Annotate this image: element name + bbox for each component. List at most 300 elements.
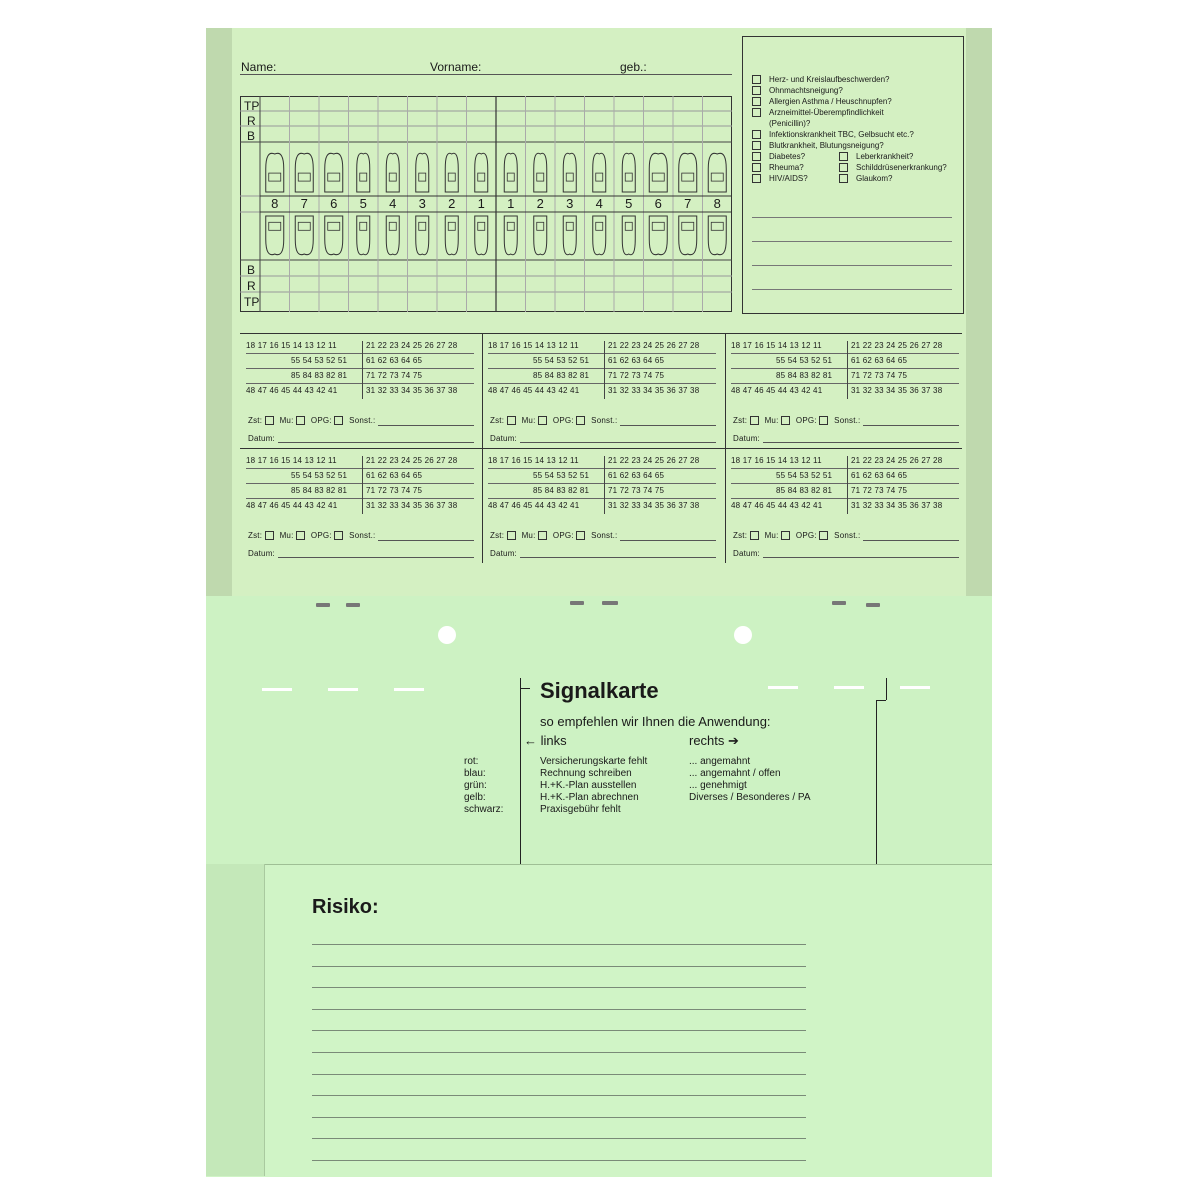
xray-label: Mu: — [279, 416, 296, 425]
tab-slot — [768, 686, 798, 689]
lower-tooth[interactable] — [386, 216, 399, 255]
tooth-code-row: 31 32 33 34 35 36 37 38 — [366, 501, 458, 510]
anamnese-pair[interactable]: Diabetes? Leberkrankheit? — [752, 151, 947, 162]
upper-row-labels — [244, 99, 259, 144]
notes-line[interactable] — [752, 241, 952, 242]
tooth-outline — [445, 153, 458, 192]
anamnese-item-sub: (Penicillin)? — [769, 119, 811, 128]
xray-label: OPG: — [310, 416, 335, 425]
tooth-code-row: 61 62 63 64 65 — [608, 471, 665, 480]
notes-line[interactable] — [752, 289, 952, 290]
tooth-code-row: 48 47 46 45 44 43 42 41 — [246, 501, 338, 510]
xray-label: Zst: — [733, 416, 750, 425]
row-label: TP — [244, 295, 260, 309]
checkbox[interactable] — [334, 531, 343, 540]
risiko-line[interactable] — [312, 1074, 806, 1075]
tooth-outline — [357, 216, 370, 255]
upper-tooth[interactable] — [266, 153, 284, 192]
anamnese-pair[interactable]: HIV/AIDS? Glaukom? — [752, 173, 947, 184]
tooth-crown — [652, 222, 664, 230]
tooth-code-row: 71 72 73 74 75 — [608, 486, 665, 495]
tooth-code-row: 48 47 46 45 44 43 42 41 — [488, 386, 580, 395]
row-label: R — [247, 279, 256, 293]
signal-item: Praxisgebühr fehlt — [540, 804, 621, 815]
tooth-code-row: 48 47 46 45 44 43 42 41 — [731, 501, 823, 510]
tooth-code-row: 48 47 46 45 44 43 42 41 — [731, 386, 823, 395]
upper-tooth[interactable] — [534, 153, 547, 192]
tooth-code-row: 61 62 63 64 65 — [608, 356, 665, 365]
checkbox[interactable] — [752, 141, 761, 150]
sonst-field[interactable] — [863, 540, 959, 541]
datum-field[interactable] — [278, 557, 474, 558]
tooth-crown — [448, 173, 455, 181]
tooth-code-row: 71 72 73 74 75 — [851, 371, 908, 380]
vorname-label: Vorname: — [430, 60, 482, 74]
color-label: gelb: — [464, 792, 486, 803]
signal-right-items — [689, 756, 811, 804]
risiko-line[interactable] — [312, 944, 806, 945]
code-row-line — [246, 368, 474, 369]
anamnese-item[interactable]: Arzneimittel-Überempfindlichkeit — [752, 107, 947, 118]
tooth-crown — [507, 222, 514, 230]
xray-label: Mu: — [521, 531, 538, 540]
checkbox[interactable] — [752, 174, 761, 183]
lower-row-labels — [244, 262, 259, 310]
fold-notch — [520, 688, 530, 689]
tooth-outline — [649, 216, 667, 255]
checkbox[interactable] — [752, 163, 761, 172]
tooth-crown — [596, 222, 603, 230]
checkbox[interactable] — [265, 531, 274, 540]
tooth-crown — [682, 222, 694, 230]
risiko-line[interactable] — [312, 1030, 806, 1031]
xray-label: OPG: — [310, 531, 335, 540]
checkbox[interactable] — [576, 416, 585, 425]
signalkarte-subtitle: so empfehlen wir Ihnen die Anwendung: — [540, 714, 771, 729]
signal-item: ... angemahnt / offen — [689, 768, 781, 779]
upper-tooth[interactable] — [649, 153, 667, 192]
checkbox[interactable] — [781, 531, 790, 540]
tooth-code-row: 21 22 23 24 25 26 27 28 — [608, 456, 700, 465]
lower-tooth[interactable] — [708, 216, 726, 255]
code-row-line — [731, 483, 959, 484]
signalkarte-title: Signalkarte — [540, 678, 659, 703]
tooth-code-row: 18 17 16 15 14 13 12 11 — [246, 341, 337, 350]
xray-label: Sonst.: — [591, 531, 618, 540]
risiko-line[interactable] — [312, 1095, 806, 1096]
code-row-line — [488, 383, 716, 384]
signal-colors — [464, 756, 503, 816]
lower-tooth[interactable] — [266, 216, 284, 255]
xray-label: Zst: — [248, 416, 265, 425]
checkbox[interactable] — [752, 152, 761, 161]
tooth-outline — [563, 216, 576, 255]
anamnese-pair[interactable]: Rheuma? Schilddrüsenerkrankung? — [752, 162, 947, 173]
tooth-outline — [504, 216, 517, 255]
xray-label: Sonst.: — [834, 416, 861, 425]
risiko-line[interactable] — [312, 1052, 806, 1053]
tooth-crown — [419, 222, 426, 230]
tooth-crown — [566, 173, 573, 181]
xray-label: Sonst.: — [834, 531, 861, 540]
checkbox[interactable] — [296, 531, 305, 540]
lower-tooth[interactable] — [475, 216, 488, 255]
lower-tooth[interactable] — [325, 216, 343, 255]
risiko-line[interactable] — [312, 987, 806, 988]
tooth-crown — [389, 222, 396, 230]
tooth-code-row: 61 62 63 64 65 — [366, 471, 423, 480]
tooth-code-row: 85 84 83 82 81 — [533, 486, 590, 495]
code-row-line — [731, 383, 959, 384]
checkbox[interactable] — [507, 416, 516, 425]
tooth-outline — [266, 216, 284, 255]
code-row-line — [488, 468, 716, 469]
signal-left-items — [540, 756, 647, 816]
tooth-code-row: 31 32 33 34 35 36 37 38 — [851, 386, 943, 395]
tooth-code-row: 21 22 23 24 25 26 27 28 — [366, 341, 458, 350]
tooth-code-row: 31 32 33 34 35 36 37 38 — [608, 501, 700, 510]
lower-tooth[interactable] — [534, 216, 547, 255]
tooth-code-row: 55 54 53 52 51 — [776, 471, 833, 480]
checkbox[interactable] — [334, 416, 343, 425]
tooth-number: 1 — [507, 196, 515, 211]
datum-field[interactable] — [520, 442, 716, 443]
tooth-code-row: 71 72 73 74 75 — [851, 486, 908, 495]
tooth-outline — [622, 216, 635, 255]
tooth-code-row: 71 72 73 74 75 — [366, 371, 423, 380]
xray-label: Mu: — [764, 531, 781, 540]
upper-tooth[interactable] — [475, 153, 488, 192]
tooth-outline — [325, 153, 343, 192]
checkbox[interactable] — [576, 531, 585, 540]
signal-item: ... angemahnt — [689, 756, 751, 767]
xray-label: Sonst.: — [591, 416, 618, 425]
datum-label: Datum: — [248, 434, 275, 443]
upper-tooth[interactable] — [325, 153, 343, 192]
tooth-outline — [649, 153, 667, 192]
name-underline[interactable] — [240, 74, 732, 75]
tooth-crown — [298, 173, 310, 181]
checkbox[interactable] — [265, 416, 274, 425]
tooth-code-row: 31 32 33 34 35 36 37 38 — [608, 386, 700, 395]
staple — [866, 603, 880, 607]
upper-tooth[interactable] — [679, 153, 697, 192]
upper-tooth[interactable] — [708, 153, 726, 192]
signal-item: Diverses / Besonderes / PA — [689, 792, 811, 803]
checkbox[interactable] — [752, 75, 761, 84]
tooth-crown — [478, 222, 485, 230]
tooth-crown — [625, 222, 632, 230]
tooth-outline — [416, 216, 429, 255]
lower-tooth[interactable] — [563, 216, 576, 255]
row-label: R — [247, 114, 256, 128]
tab-slot — [834, 686, 864, 689]
signal-item: Versicherungskarte fehlt — [540, 756, 648, 767]
punch-hole — [438, 626, 456, 644]
upper-tooth[interactable] — [445, 153, 458, 192]
name-label: Name: — [241, 60, 277, 74]
checkbox[interactable] — [752, 97, 761, 106]
code-row-line — [488, 353, 716, 354]
code-row-line — [731, 353, 959, 354]
tooth-number: 8 — [271, 196, 279, 211]
rechts-heading: rechts ➔ — [689, 733, 739, 748]
tooth-code-row: 71 72 73 74 75 — [608, 371, 665, 380]
tooth-crown — [360, 173, 367, 181]
sonst-field[interactable] — [620, 425, 716, 426]
color-label: schwarz: — [464, 804, 504, 815]
color-label: blau: — [464, 768, 486, 779]
tab-slot — [900, 686, 930, 689]
fold-notch — [876, 700, 886, 701]
color-label: grün: — [464, 780, 487, 791]
tab-slot — [394, 688, 424, 691]
risiko-line[interactable] — [312, 1009, 806, 1010]
tooth-code-row: 18 17 16 15 14 13 12 11 — [488, 341, 579, 350]
xray-label: OPG: — [552, 416, 577, 425]
risiko-title: Risiko: — [312, 896, 379, 918]
tooth-number: 1 — [477, 196, 485, 211]
checkbox[interactable] — [752, 130, 761, 139]
signal-item: H.+K.-Plan ausstellen — [540, 780, 637, 791]
tooth-number: 5 — [625, 196, 633, 211]
checkbox[interactable] — [507, 531, 516, 540]
tooth-crown — [269, 173, 281, 181]
tooth-outline — [679, 153, 697, 192]
upper-tooth[interactable] — [563, 153, 576, 192]
tooth-crown — [537, 173, 544, 181]
risiko-line[interactable] — [312, 966, 806, 967]
sonst-field[interactable] — [863, 425, 959, 426]
code-row-line — [246, 498, 474, 499]
links-heading: ← links — [524, 733, 567, 748]
xray-row — [733, 416, 860, 425]
staple — [346, 603, 360, 607]
tooth-outline — [475, 216, 488, 255]
tooth-number: 7 — [300, 196, 308, 211]
xray-label: OPG: — [552, 531, 577, 540]
pocket-side-flap — [206, 864, 265, 1176]
lower-tooth[interactable] — [622, 216, 635, 255]
tooth-outline — [534, 153, 547, 192]
row-label: B — [247, 263, 256, 277]
tooth-outline — [295, 153, 313, 192]
datum-label: Datum: — [733, 434, 760, 443]
xray-label: Zst: — [733, 531, 750, 540]
tooth-crown — [448, 222, 455, 230]
tooth-code-row: 85 84 83 82 81 — [533, 371, 590, 380]
tooth-code-row: 61 62 63 64 65 — [366, 356, 423, 365]
upper-tooth[interactable] — [386, 153, 399, 192]
lower-tooth[interactable] — [357, 216, 370, 255]
notes-line[interactable] — [752, 265, 952, 266]
tooth-number: 3 — [566, 196, 574, 211]
upper-tooth[interactable] — [504, 153, 517, 192]
tooth-outline — [504, 153, 517, 192]
upper-tooth[interactable] — [416, 153, 429, 192]
tooth-code-row: 61 62 63 64 65 — [851, 471, 908, 480]
code-row-line — [731, 468, 959, 469]
tooth-outline — [534, 216, 547, 255]
tooth-code-row: 61 62 63 64 65 — [851, 356, 908, 365]
lower-tooth[interactable] — [679, 216, 697, 255]
tooth-code-row: 71 72 73 74 75 — [366, 486, 423, 495]
tooth-outline — [622, 153, 635, 192]
tooth-number: 4 — [595, 196, 603, 211]
grid-divider — [482, 333, 483, 563]
notes-line[interactable] — [752, 217, 952, 218]
tooth-outline — [475, 153, 488, 192]
lower-tooth[interactable] — [649, 216, 667, 255]
datum-field[interactable] — [763, 557, 959, 558]
checkbox[interactable] — [819, 531, 828, 540]
tooth-crown — [711, 173, 723, 181]
sonst-field[interactable] — [378, 425, 474, 426]
tooth-code-row: 21 22 23 24 25 26 27 28 — [851, 456, 943, 465]
anamnese-list — [752, 74, 947, 184]
sonst-field[interactable] — [620, 540, 716, 541]
tooth-code-row: 55 54 53 52 51 — [533, 356, 590, 365]
tooth-number: 5 — [359, 196, 367, 211]
tooth-crown — [478, 173, 485, 181]
tooth-code-row: 21 22 23 24 25 26 27 28 — [608, 341, 700, 350]
risiko-line[interactable] — [312, 1138, 806, 1139]
tooth-crown — [537, 222, 544, 230]
midline — [362, 456, 363, 514]
code-row-line — [246, 353, 474, 354]
tooth-outline — [357, 153, 370, 192]
signal-item: ... genehmigt — [689, 780, 747, 791]
staple — [570, 601, 584, 605]
checkbox[interactable] — [781, 416, 790, 425]
xray-row — [248, 531, 375, 540]
anamnese-item[interactable]: Blutkrankheit, Blutungsneigung? — [752, 140, 947, 151]
checkbox[interactable] — [296, 416, 305, 425]
tooth-crown — [596, 173, 603, 181]
xray-label: Zst: — [248, 531, 265, 540]
risiko-line[interactable] — [312, 1160, 806, 1161]
tooth-crown — [711, 222, 723, 230]
datum-field[interactable] — [278, 442, 474, 443]
tooth-number: 8 — [713, 196, 721, 211]
checkbox[interactable] — [538, 531, 547, 540]
xray-label: Sonst.: — [349, 416, 376, 425]
lower-tooth[interactable] — [593, 216, 606, 255]
checkbox[interactable] — [750, 416, 759, 425]
tooth-outline — [679, 216, 697, 255]
tooth-outline — [325, 216, 343, 255]
upper-tooth[interactable] — [593, 153, 606, 192]
lower-tooth[interactable] — [504, 216, 517, 255]
tooth-code-row: 48 47 46 45 44 43 42 41 — [488, 501, 580, 510]
staple — [316, 603, 330, 607]
tab-slot — [262, 688, 292, 691]
signal-item: Rechnung schreiben — [540, 768, 632, 779]
tooth-outline — [295, 216, 313, 255]
color-label: rot: — [464, 756, 479, 767]
xray-label: Sonst.: — [349, 531, 376, 540]
tooth-code-row: 21 22 23 24 25 26 27 28 — [851, 341, 943, 350]
tooth-outline — [563, 153, 576, 192]
upper-tooth[interactable] — [295, 153, 313, 192]
checkbox[interactable] — [752, 86, 761, 95]
xray-label: Zst: — [490, 416, 507, 425]
fold-line-left — [520, 678, 521, 870]
code-row-line — [246, 383, 474, 384]
checkbox[interactable] — [750, 531, 759, 540]
anamnese-item[interactable]: Herz- und Kreislaufbeschwerden? — [752, 74, 947, 85]
lower-tooth[interactable] — [445, 216, 458, 255]
checkbox[interactable] — [819, 416, 828, 425]
arrow-right-icon: ➔ — [728, 733, 739, 748]
tooth-outline — [593, 153, 606, 192]
code-row-line — [488, 368, 716, 369]
tooth-number: 3 — [418, 196, 426, 211]
tooth-crown — [625, 173, 632, 181]
tooth-code-row: 85 84 83 82 81 — [776, 371, 833, 380]
tooth-code-row: 85 84 83 82 81 — [776, 486, 833, 495]
lower-tooth[interactable] — [416, 216, 429, 255]
grid-middle-line — [240, 448, 962, 449]
checkbox[interactable] — [752, 108, 761, 117]
tooth-code-row: 21 22 23 24 25 26 27 28 — [366, 456, 458, 465]
anamnese-item[interactable]: Allergien Asthma / Heuschnupfen? — [752, 96, 947, 107]
anamnese-item[interactable]: Infektionskrankheit TBC, Gelbsucht etc.? — [752, 129, 947, 140]
checkbox[interactable] — [839, 174, 848, 183]
grid-top-line — [240, 333, 962, 334]
tooth-crown — [328, 173, 340, 181]
tooth-crown — [269, 222, 281, 230]
datum-label: Datum: — [490, 549, 517, 558]
tooth-crown — [328, 222, 340, 230]
xray-label: OPG: — [795, 416, 820, 425]
staple — [602, 601, 618, 605]
xray-row — [248, 416, 375, 425]
tooth-code-row: 85 84 83 82 81 — [291, 486, 348, 495]
tooth-code-row: 48 47 46 45 44 43 42 41 — [246, 386, 338, 395]
checkbox[interactable] — [839, 163, 848, 172]
xray-row — [733, 531, 860, 540]
risiko-line[interactable] — [312, 1117, 806, 1118]
upper-tooth[interactable] — [622, 153, 635, 192]
datum-label: Datum: — [248, 549, 275, 558]
tooth-crown — [682, 173, 694, 181]
tooth-code-row: 18 17 16 15 14 13 12 11 — [731, 456, 822, 465]
checkbox[interactable] — [538, 416, 547, 425]
staple — [832, 601, 846, 605]
datum-field[interactable] — [763, 442, 959, 443]
tooth-code-row: 55 54 53 52 51 — [533, 471, 590, 480]
anamnese-item[interactable]: Ohnmachtsneigung? — [752, 85, 947, 96]
tooth-number: 6 — [654, 196, 662, 211]
datum-field[interactable] — [520, 557, 716, 558]
code-row-line — [246, 483, 474, 484]
checkbox[interactable] — [839, 152, 848, 161]
xray-row — [490, 416, 617, 425]
tooth-outline — [386, 216, 399, 255]
midline — [604, 456, 605, 514]
sonst-field[interactable] — [378, 540, 474, 541]
geb-label: geb.: — [620, 60, 647, 74]
upper-tooth[interactable] — [357, 153, 370, 192]
tooth-code-row: 55 54 53 52 51 — [291, 471, 348, 480]
tooth-outline — [445, 216, 458, 255]
tooth-number: 4 — [389, 196, 397, 211]
signal-item: H.+K.-Plan abrechnen — [540, 792, 639, 803]
code-row-line — [488, 498, 716, 499]
lower-tooth[interactable] — [295, 216, 313, 255]
midline — [847, 456, 848, 514]
